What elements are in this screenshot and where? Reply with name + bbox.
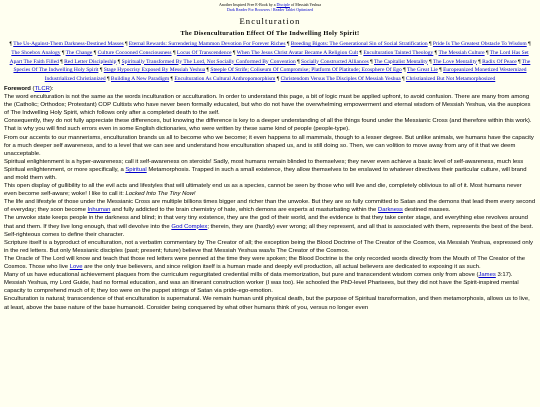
- topic-link[interactable]: Socially Constructed Alliances: [300, 58, 369, 65]
- page-title: Enculturation: [239, 16, 301, 26]
- reader-options-link[interactable]: Dark Reader For Browsers / Reader Tablet Optimized: [226, 7, 314, 12]
- pilcrow-icon: ¶: [478, 58, 483, 65]
- pilcrow-icon: ¶: [206, 67, 211, 74]
- topic-link[interactable]: Culture Cocooned Consciousness: [97, 49, 172, 56]
- p7-text-b: ; therein, they are (hardly) ever wrong; all they represent, and all that is associated with them, represents the best of the best. Self-righteous comes to define their character.: [4, 223, 534, 238]
- pilcrow-icon: ¶: [403, 67, 407, 74]
- p6-text-b: and fully addicted to the brain chemistry of hate, which demons are experts at masturbating within the: [112, 207, 377, 214]
- top-banner: [0, 2, 540, 12]
- topic-link[interactable]: Steeple Of Strife; Coliseum Of Compromise; Platform Of Platitude; Ecosphere Of Ego: [210, 67, 402, 74]
- pilcrow-icon: ¶: [60, 58, 65, 65]
- p7-text-a: The unwoke state keeps people in the darkness and blind; in that very tiny existence, they are the god of their world, and the evidence is that they take center stage, and everything else revolves around that and them. If they live long enough, that will devolve into the: [4, 215, 528, 230]
- topic-link[interactable]: Christianized But Not Metamorphosized: [405, 76, 496, 83]
- p4-text-b: Metamorphosis. Trapped in such a small existence, they allow themselves to be enslaved to whatever directives their particular culture, will brand and mold them with.: [4, 166, 527, 182]
- ebook-notice-text-b: of Messiah Yeshua: [290, 2, 321, 7]
- ebook-notice-text-a: Another Inspired Free E-Book by a: [218, 2, 276, 7]
- pilcrow-icon: ¶: [370, 58, 374, 65]
- topic-link[interactable]: The Love Mentality: [432, 58, 477, 65]
- topic-link[interactable]: The Change: [65, 49, 93, 56]
- topic-link[interactable]: Enculturation Tainted Theology: [363, 49, 434, 56]
- topic-link[interactable]: Building A New Paradigm: [110, 76, 170, 83]
- pilcrow-icon: ¶: [485, 49, 490, 56]
- p10-text-b: 3:17). Messiah Yeshua, my Lord Guide, had no formal education, and was an itinerant construction worker (I was too). He schooled the PhD-level Pharisees, but they did not have the Spirit-inspired mental capacity to comprehend much of it; they too were on the puppet strings of Satan via pride-ego-emotion.: [4, 272, 519, 295]
- topic-link[interactable]: The Shoebox Analogy: [11, 49, 61, 56]
- paragraph-9: [4, 255, 536, 271]
- james-link[interactable]: James: [478, 272, 496, 279]
- pilcrow-icon: ¶: [99, 67, 104, 74]
- topic-link[interactable]: Eternal Rewards: Surrendering Mammon Devotion For Forever Riches: [128, 41, 286, 47]
- topic-link[interactable]: Pride Is The Greatest Obstacle To Wisdom: [432, 41, 527, 47]
- love-link[interactable]: Love: [69, 264, 83, 271]
- topic-link[interactable]: Europeanized Monetized Westernized Industrialized Christianized: [44, 67, 527, 83]
- topic-link[interactable]: The Us-Against-Them Darkness-Destined Masses: [13, 41, 124, 47]
- topic-link[interactable]: Breeding Bigots: The Generational Sin of Social Stratification: [290, 41, 428, 47]
- pilcrow-icon: ¶: [61, 49, 66, 56]
- p5-emphasis: Locked Into The Tiny Now!: [125, 191, 196, 198]
- pilcrow-icon: ¶: [359, 49, 364, 56]
- topic-link[interactable]: Locus Of Transcendence: [176, 49, 232, 56]
- p9-text-a: The Oracle of The Lord will know and teach that those red letters were penned at the time they were spoken; the Blood Doctrine is the only recorded words directly from the Mouth of The Creator of the Cosmos. Those who live: [4, 255, 526, 271]
- topic-link[interactable]: Red Letter Discipleship: [64, 58, 117, 65]
- paragraph-4: [4, 158, 536, 182]
- pilcrow-icon: ¶: [439, 67, 444, 74]
- main-content: Foreword (TLCR): The word enculturation is not the same as the words inculturation or acculturation. In order to understand this page, a bit of logic must be applied upfront, to avoid confusion. There are many from among the (Catholic; Orthodox; Protestant) COP Cultists who have never been formally educated, but who do not have the overwhelming empowerment and eternal wisdom of Messiah Yeshua, via the auspices of The Indwelling Holy Spirit, which follows only after a completed death to the self. Consequently, they do not fully appreciate these differences, but knowing the difference is key to a deeper understanding of all the things found under the Messianic Cross (and therefore within this work). That is why you will find such errors even in some English dictionaries, who were written by these same kind of people (people-type). From our accents to our mannerisms, enculturation brands us all to become who we become; it even happens to all mammals, though to a lesser degree. But unlike animals, we humans have the capacity for a much deeper self awareness, and to a level that we can see and understand how enculturation shaped us, and is still doing so. Then, we can volition to move away from any of it that we deem unacceptable. Spiritual enlightenment is a hyper-awareness; call it self-awareness on steroids! Sadly, most humans remain blinded to themselves; they never even achieve a basic level of self-awareness, much less Spiritual enlightenment, or more specifically, a Spiritual Metamorphosis. Trapped in such a small existence, they allow themselves to be enslaved to whatever directives their particular culture, will brand and mold them with. This open display of gullibility to all the evil acts and lifestyles that will ultimately end us as a species, cannot be seen by those who will live and die, completely oblivious to all of it. Most humans never even become self-aware; woke! I like to call it: Locked Into The Tiny Now! The life and lifestyle of those under the Messianic Cross are multiple billions times bigger and richer than the unwoke. But they are so fully committed to Satan and the demons that lead them every second of everyday; they soon become Inhuman and fully addicted to the brain chemistry of hate, which demons are experts at masturbating within the Darkness destined masses. The unwoke state keeps people in the darkness and blind; in that very tiny existence, they are the god of their world, and the evidence is that they take center stage, and everything else revolves around that and them. If they live long enough, that will devolve into the God Complex; therein, they are (hardly) ever wrong; all they represent, and all that is associated with them, represents the best of the best. Self-righteous comes to define their character. Scripture itself is a byproduct of enculturation, not a verbatim commentary by The Creator of all; the exception being the Blood Doctrine of The Creator of the Cosmos, via Messiah Yeshua, expressed only in the red letters. But only Messianic disciples (past; present; future) believe that Messiah Yeshua was/is The Creator of the Cosmos. The Oracle of The Lord will know and teach that those red letters were penned at the time they were spoken; the Blood Doctrine is the only recorded words directly from the Mouth of The Creator of the Cosmos. Those who live Love are the only true believers, and since religion itself is a human made and deeply evil production, all actual believers are dedicated to exposing it as such. Many of us have educational achievement plaques from the curriculum regurgitated credential mills of data memorization, but pure and transcendent wisdom comes only from above (James 3:17). Messiah Yeshua, my Lord Guide, had no formal education, and was an itinerant construction worker (I was too). He schooled the PhD-level Pharisees, but they did not have the Spirit-inspired mental capacity to comprehend much of it; they too were on the puppet strings of Satan via pride-ego-emotion. Enculturation is natural; transcendence of that enculturation is supernatural. We remain human until physical death, but the purpose of Spiritual transformation, and then metamorphosis, allows us to live, at least, above the base nature of the base humanoid. Consider being conquered by what other humans think of you, versus no longer even: [4, 85, 536, 311]
- disciple-link[interactable]: Disciple: [276, 2, 290, 7]
- pilcrow-icon: ¶: [9, 41, 14, 47]
- p4-text-a: Spiritual enlightenment is a hyper-awareness; call it self-awareness on steroids! Sadly, most humans remain blinded to themselves; they never even achieve a basic level of self-awareness, much less Spiritual enlightenment, or more specifically, a: [4, 158, 524, 173]
- topic-link[interactable]: Stage Hypocrisy Exposed By Messiah Yeshua: [103, 67, 206, 74]
- pilcrow-icon: ¶: [528, 41, 531, 47]
- topic-link[interactable]: The Lord Has Set Apart The Faith Filled: [9, 49, 529, 65]
- pilcrow-icon: ¶: [518, 58, 522, 65]
- god-complex-link[interactable]: God Complex: [171, 223, 208, 230]
- pilcrow-icon: ¶: [172, 49, 177, 56]
- pilcrow-icon: ¶: [107, 76, 111, 83]
- pilcrow-icon: ¶: [429, 41, 433, 47]
- spiritual-link[interactable]: Spiritual: [125, 166, 147, 173]
- paragraph-1: The word enculturation is not the same as the words inculturation or acculturation. In order to understand this page, a bit of logic must be applied upfront, to avoid confusion. There are many from among the (Catholic; Orthodox; Protestant) COP Cultists who have never been formally educated, but who do not have the overwhelming empowerment and eternal wisdom of Messiah Yeshua, via the auspices of The Indwelling Holy Spirit, which follows only after a completed death to the self.: [4, 94, 531, 117]
- paragraph-11: Enculturation is natural; transcendence of that enculturation is supernatural. We remain human until physical death, but the purpose of Spiritual transformation, and then metamorphosis, allows us to live, at least, above the base nature of the base humanoid. Consider being conquered by what other humans think of you, versus no longer even: [4, 296, 530, 311]
- page-subtitle: The Disenculturation Effect Of The Indwelling Holy Spirit!: [180, 30, 360, 37]
- topic-links: [0, 40, 540, 84]
- pilcrow-icon: ¶: [170, 76, 175, 83]
- pilcrow-icon: ¶: [125, 41, 129, 47]
- topic-link[interactable]: Christendom Versus The Disciples Of Messiah Yeshua: [280, 76, 401, 83]
- pilcrow-icon: ¶: [286, 41, 291, 47]
- pilcrow-icon: ¶: [276, 76, 281, 83]
- tlcr-link[interactable]: TLCR: [34, 85, 50, 92]
- pilcrow-icon: ¶: [297, 58, 301, 65]
- paragraph-8: Scripture itself is a byproduct of enculturation, not a verbatim commentary by The Creator of all; the exception being the Blood Doctrine of The Creator of the Cosmos, via Messiah Yeshua, expressed only in the red letters. But only Messianic disciples (past; present; future) believe that Messiah Yeshua was/is The Creator of the Cosmos.: [4, 239, 533, 254]
- topic-link[interactable]: Radix Of Peace: [482, 58, 517, 65]
- p10-text-a: Many of us have educational achievement plaques from the curriculum regurgitated credential mills of data memorization, but pure and transcendent wisdom comes only from above (: [4, 272, 479, 279]
- topic-link[interactable]: The Capitalist Mentality: [373, 58, 428, 65]
- pilcrow-icon: ¶: [232, 49, 237, 56]
- p6-text-c: destined masses.: [404, 207, 451, 214]
- pilcrow-icon: ¶: [429, 58, 433, 65]
- paragraph-10: [4, 271, 536, 295]
- pilcrow-icon: ¶: [93, 49, 98, 56]
- inhuman-link[interactable]: Inhuman: [87, 207, 111, 214]
- pilcrow-icon: ¶: [402, 76, 406, 83]
- pilcrow-icon: ¶: [117, 58, 122, 65]
- p6-text-a: The life and lifestyle of those under the Messianic Cross are multiple billions times bigger and richer than the unwoke. But they are so fully committed to Satan and the demons that lead them every second of everyday; they soon become: [4, 199, 536, 214]
- topic-link[interactable]: The Messiah Culture: [438, 49, 485, 56]
- topic-link[interactable]: Enculturation As Cultural Anthropomorphism: [174, 76, 276, 83]
- p5-text-a: This open display of gullibility to all the evil acts and lifestyles that will ultimately end us as a species, cannot be seen by those who will live and die, completely oblivious to all of it. Most humans never even become self-aware; woke! I like to call it:: [4, 183, 522, 198]
- foreword-heading: Foreword: [4, 85, 31, 92]
- paragraph-3: From our accents to our mannerisms, enculturation brands us all to become who we become; it even happens to all mammals, though to a lesser degree. But unlike animals, we humans have the capacity for a much deeper self awareness, and to a level that we can see and understand how enculturation shaped us, and is still doing so. Then, we can volition to move away from any of it that we deem unacceptable.: [4, 134, 534, 157]
- pilcrow-icon: ¶: [434, 49, 439, 56]
- paragraph-2: Consequently, they do not fully appreciate these differences, but knowing the difference is key to a deeper understanding of all the things found under the Messianic Cross (and therefore within this work). That is why you will find such errors even in some English dictionaries, who were written by these same kind of people (people-type).: [4, 118, 532, 133]
- paragraph-6: [4, 198, 536, 214]
- topic-link[interactable]: The Great Lie: [406, 67, 438, 74]
- topic-link[interactable]: When The Jesus Christ Avatar Became A Religion Cult: [236, 49, 359, 56]
- darkness-link[interactable]: Darkness: [377, 207, 403, 214]
- topic-link[interactable]: Spiritually Transformed By The Lord, Not Socially Conformed By Convention: [121, 58, 296, 65]
- paragraph-5: [4, 182, 536, 198]
- p9-text-b: are the only true believers, and since religion itself is a human made and deeply evil production, all actual believers are dedicated to exposing it as such.: [84, 264, 481, 271]
- paragraph-7: [4, 214, 536, 238]
- topic-link[interactable]: The Species Of The Indwelling Holy Spirit: [13, 58, 531, 74]
